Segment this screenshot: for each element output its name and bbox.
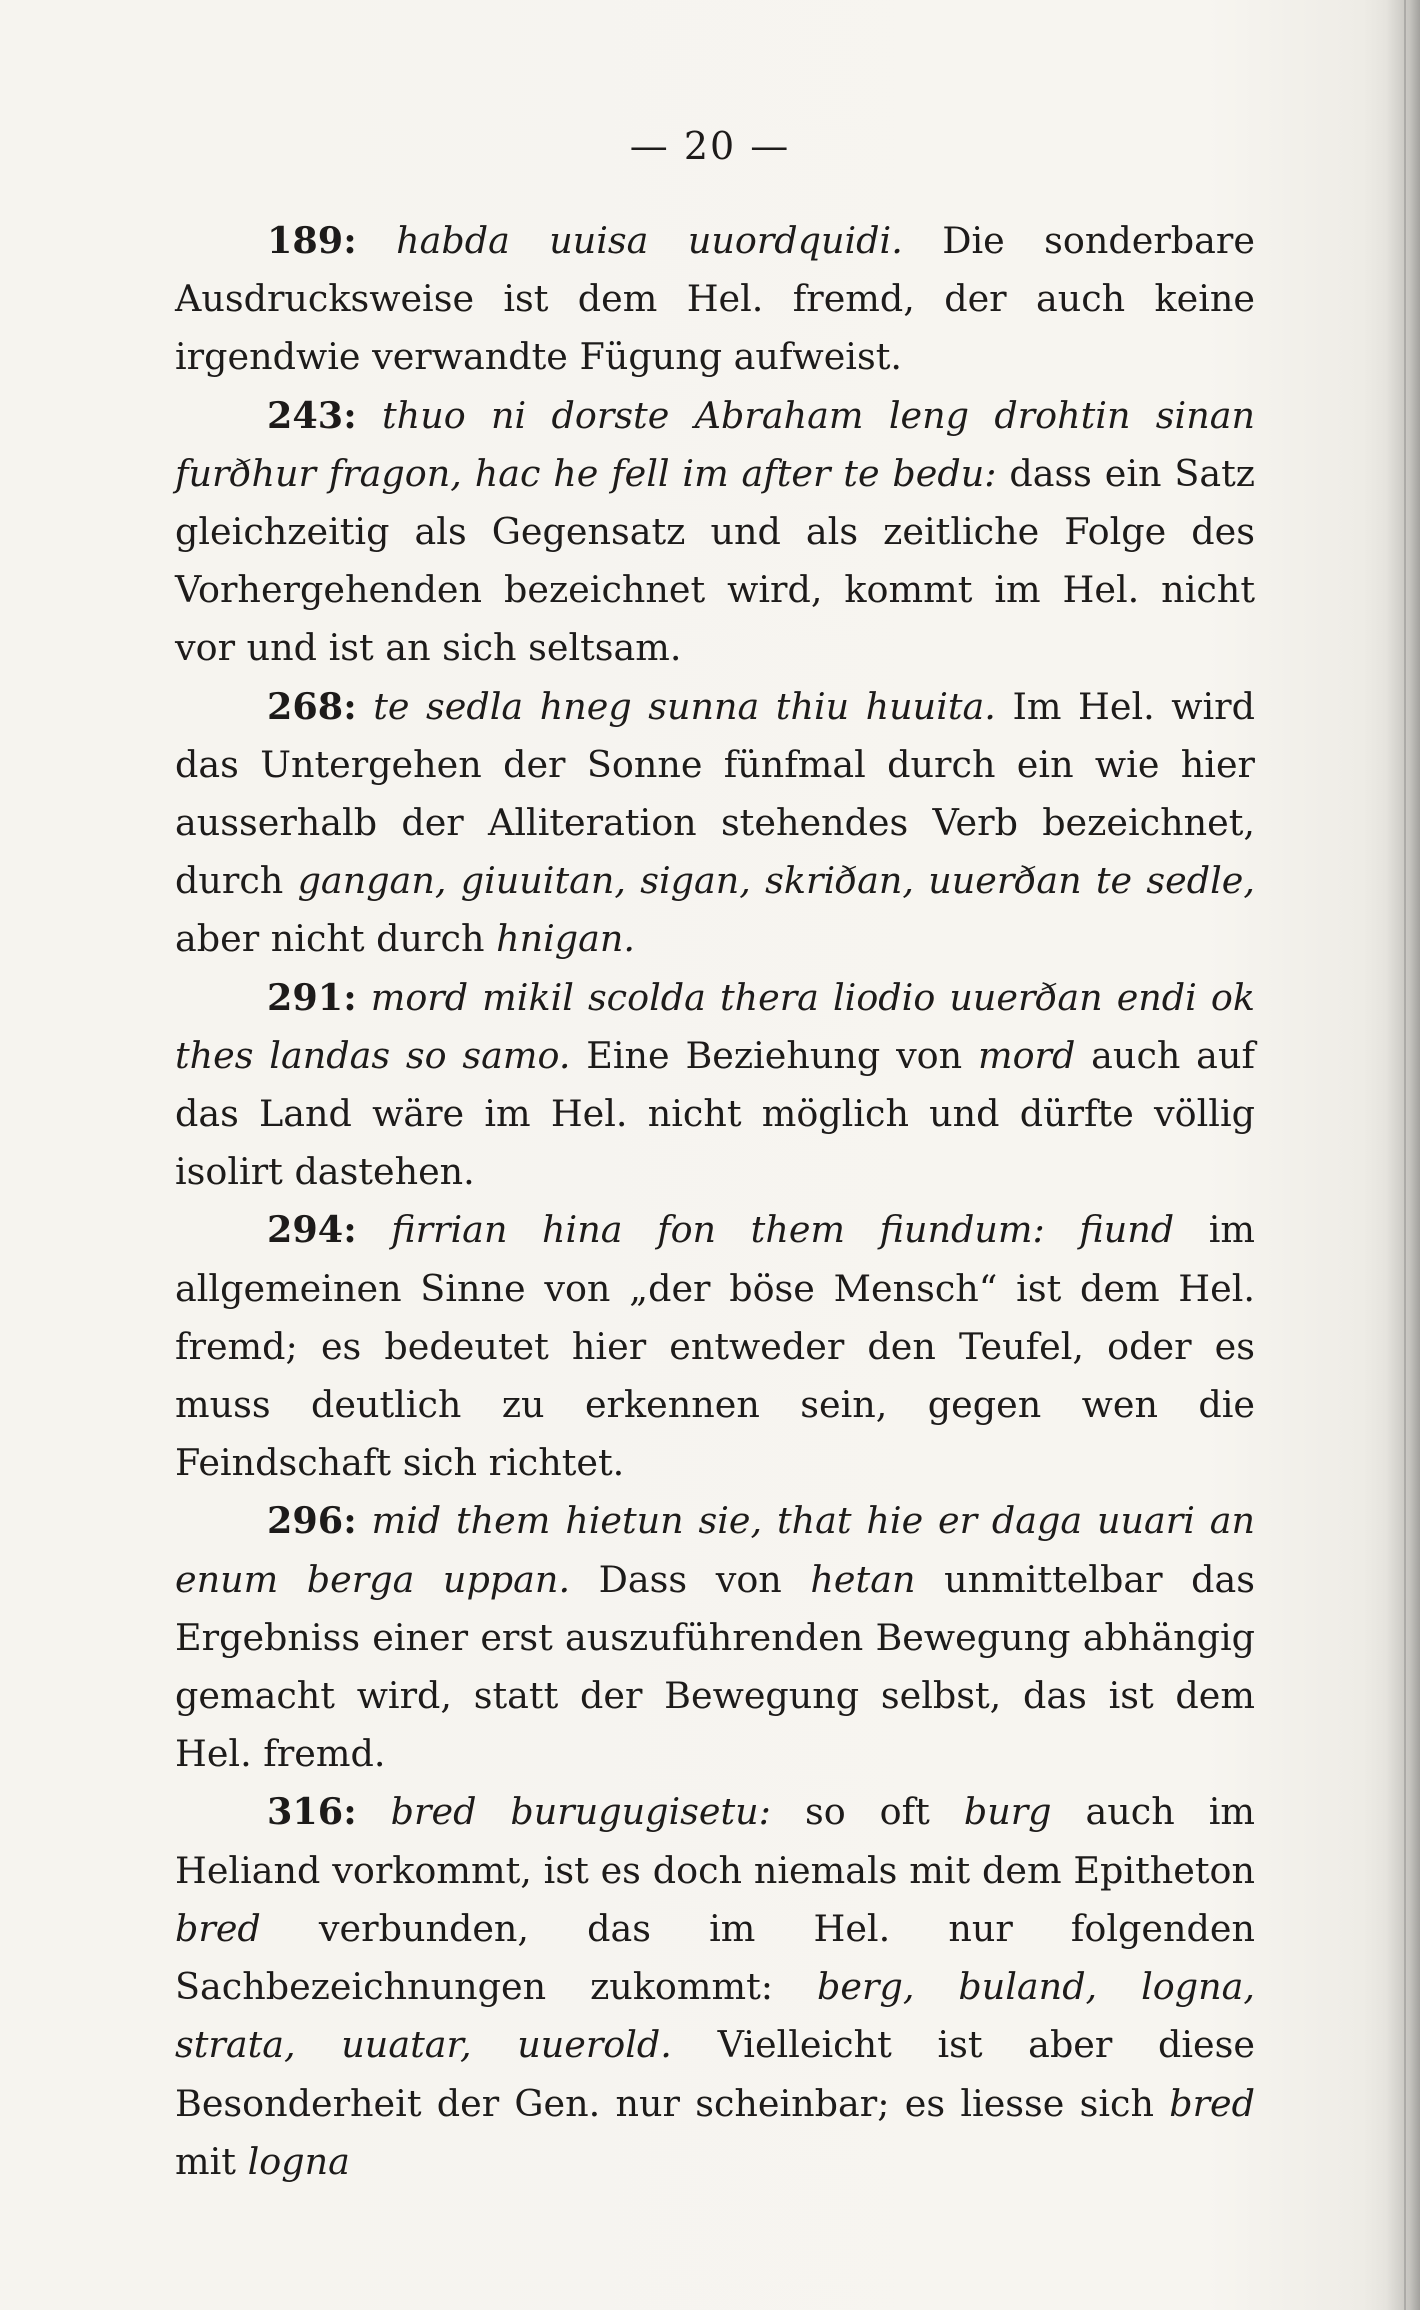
verse-number: 243: (267, 393, 357, 437)
commentary: verbunden, das im Hel. nur folgenden Sachbezeichnungen zukommt: (175, 1906, 1255, 2009)
commentary: dass ein Satz gleichzeitig als Gegensatz und als zeitliche Folge des Vorhergehenden bezeichnet wird, kommt im Hel. nicht vor und ist an sich seltsam. (175, 451, 1255, 670)
quoted-word: bred (1169, 2081, 1255, 2125)
page-number: — 20 — (629, 124, 791, 168)
commentary: Vielleicht ist aber diese Besonderheit der Gen. nur scheinbar; es liesse sich (175, 2023, 1255, 2125)
page-edge-shadow (1386, 0, 1420, 2310)
paragraph-189 (175, 212, 1255, 387)
verse-number: 316: (267, 1790, 357, 1834)
quoted-word: hetan (810, 1557, 916, 1601)
quoted-verse: mid them hietun sie, that hie er daga uuari an enum berga uppan. (175, 1499, 1255, 1601)
commentary: so oft (804, 1790, 930, 1834)
commentary: Die sonderbare Ausdrucksweise ist dem Hel. fremd, der auch keine irgendwie verwandte Fügung aufweist. (175, 219, 1255, 379)
paragraph-268 (175, 678, 1255, 969)
quoted-word: logna (247, 2139, 350, 2183)
quoted-word: mord (977, 1033, 1076, 1077)
quoted-verse: te sedla hneg sunna thiu huuita. (373, 684, 996, 728)
quoted-word: fiund (1079, 1208, 1175, 1252)
verse-number: 291: (267, 975, 357, 1019)
commentary: Dass von (598, 1557, 782, 1601)
commentary: Im Hel. wird das Untergehen der Sonne fünfmal durch ein wie hier ausserhalb der Alliteration stehendes Verb bezeichnet, durch (175, 684, 1255, 903)
page-edge-line (1404, 0, 1406, 2310)
quoted-verse: mord mikil scolda thera liodio uuerðan endi ok thes landas so samo. (175, 975, 1255, 1077)
verse-number: 189: (267, 219, 357, 262)
quoted-word: hnigan. (496, 917, 635, 961)
quoted-verse: firrian hina fon them fiundum: (391, 1208, 1045, 1252)
quoted-verse: bred burugugisetu: (390, 1790, 771, 1834)
paragraph-243 (175, 387, 1255, 678)
quoted-words: gangan, giuuitan, sigan, skriðan, uuerðan te sedle, (297, 859, 1255, 903)
quoted-words: berg, buland, logna, strata, uuatar, uuerold. (175, 1965, 1255, 2067)
commentary: Eine Beziehung von (586, 1033, 963, 1077)
quoted-verse: thuo ni dorste Abraham leng drohtin sinan furðhur fragon, hac he fell im after te bedu: (175, 393, 1255, 495)
paragraph-316 (175, 1783, 1255, 2190)
paragraph-294 (175, 1201, 1255, 1492)
quoted-word: bred (175, 1906, 261, 1950)
paragraph-291 (175, 969, 1255, 1202)
verse-number: 296: (267, 1499, 357, 1543)
commentary: aber nicht durch (175, 917, 485, 961)
verse-number: 268: (267, 684, 357, 728)
body-text (175, 212, 1255, 2191)
commentary: auch auf das Land wäre im Hel. nicht möglich und dürfte völlig isolirt dastehen. (175, 1033, 1255, 1194)
quoted-verse: habda uuisa uuordquidi. (396, 219, 903, 262)
commentary: mit (175, 2139, 236, 2183)
commentary: unmittelbar das Ergebniss einer erst auszuführenden Bewegung abhängig gemacht wird, statt der Bewegung selbst, das ist dem Hel. fremd. (175, 1557, 1255, 1776)
commentary: im allgemeinen Sinne von „der böse Mensch“ ist dem Hel. fremd; es bedeutet hier entweder den Teufel, oder es muss deutlich zu erkennen sein, gegen wen die Feindschaft sich richtet. (175, 1208, 1255, 1485)
paragraph-296 (175, 1492, 1255, 1783)
commentary: auch im Heliand vorkommt, ist es doch niemals mit dem Epitheton (175, 1790, 1256, 1892)
verse-number: 294: (267, 1208, 357, 1252)
quoted-word: burg (963, 1790, 1052, 1834)
